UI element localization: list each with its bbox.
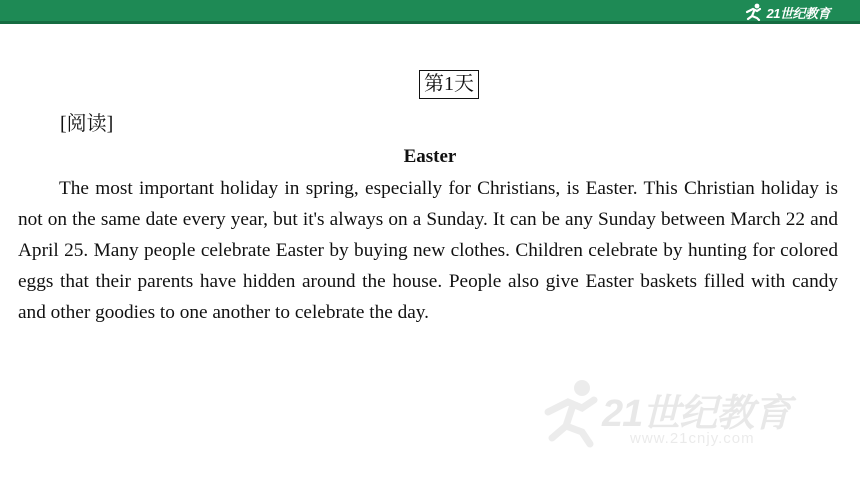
header-bar [0,0,860,24]
brand-logo [744,2,830,22]
passage-body: The most important holiday in spring, especially for Christians, is Easter. This Christian holiday is not on the same date every year, but it's always on a Sunday. It can be any Sunday between March 22 and April 25. Many people celebrate Easter by buying new clothes. Children celebrate by hunting for colored eggs that their parents have hidden around the house. People also give Easter baskets filled with candy and other goodies to one another to celebrate the day. [18,178,838,323]
passage-title: Easter [403,146,457,167]
runner-logo-icon [744,3,764,21]
day-label: 第1天 [419,70,479,99]
logo-text: 21世纪教育 [766,5,830,21]
watermark [540,378,840,458]
watermark-text: 21世纪教育 [602,393,791,435]
section-label: [阅读] [60,113,114,135]
watermark-runner-icon [540,378,604,448]
watermark-url: www.21cnjy.com [630,430,755,447]
header-divider [0,21,860,24]
